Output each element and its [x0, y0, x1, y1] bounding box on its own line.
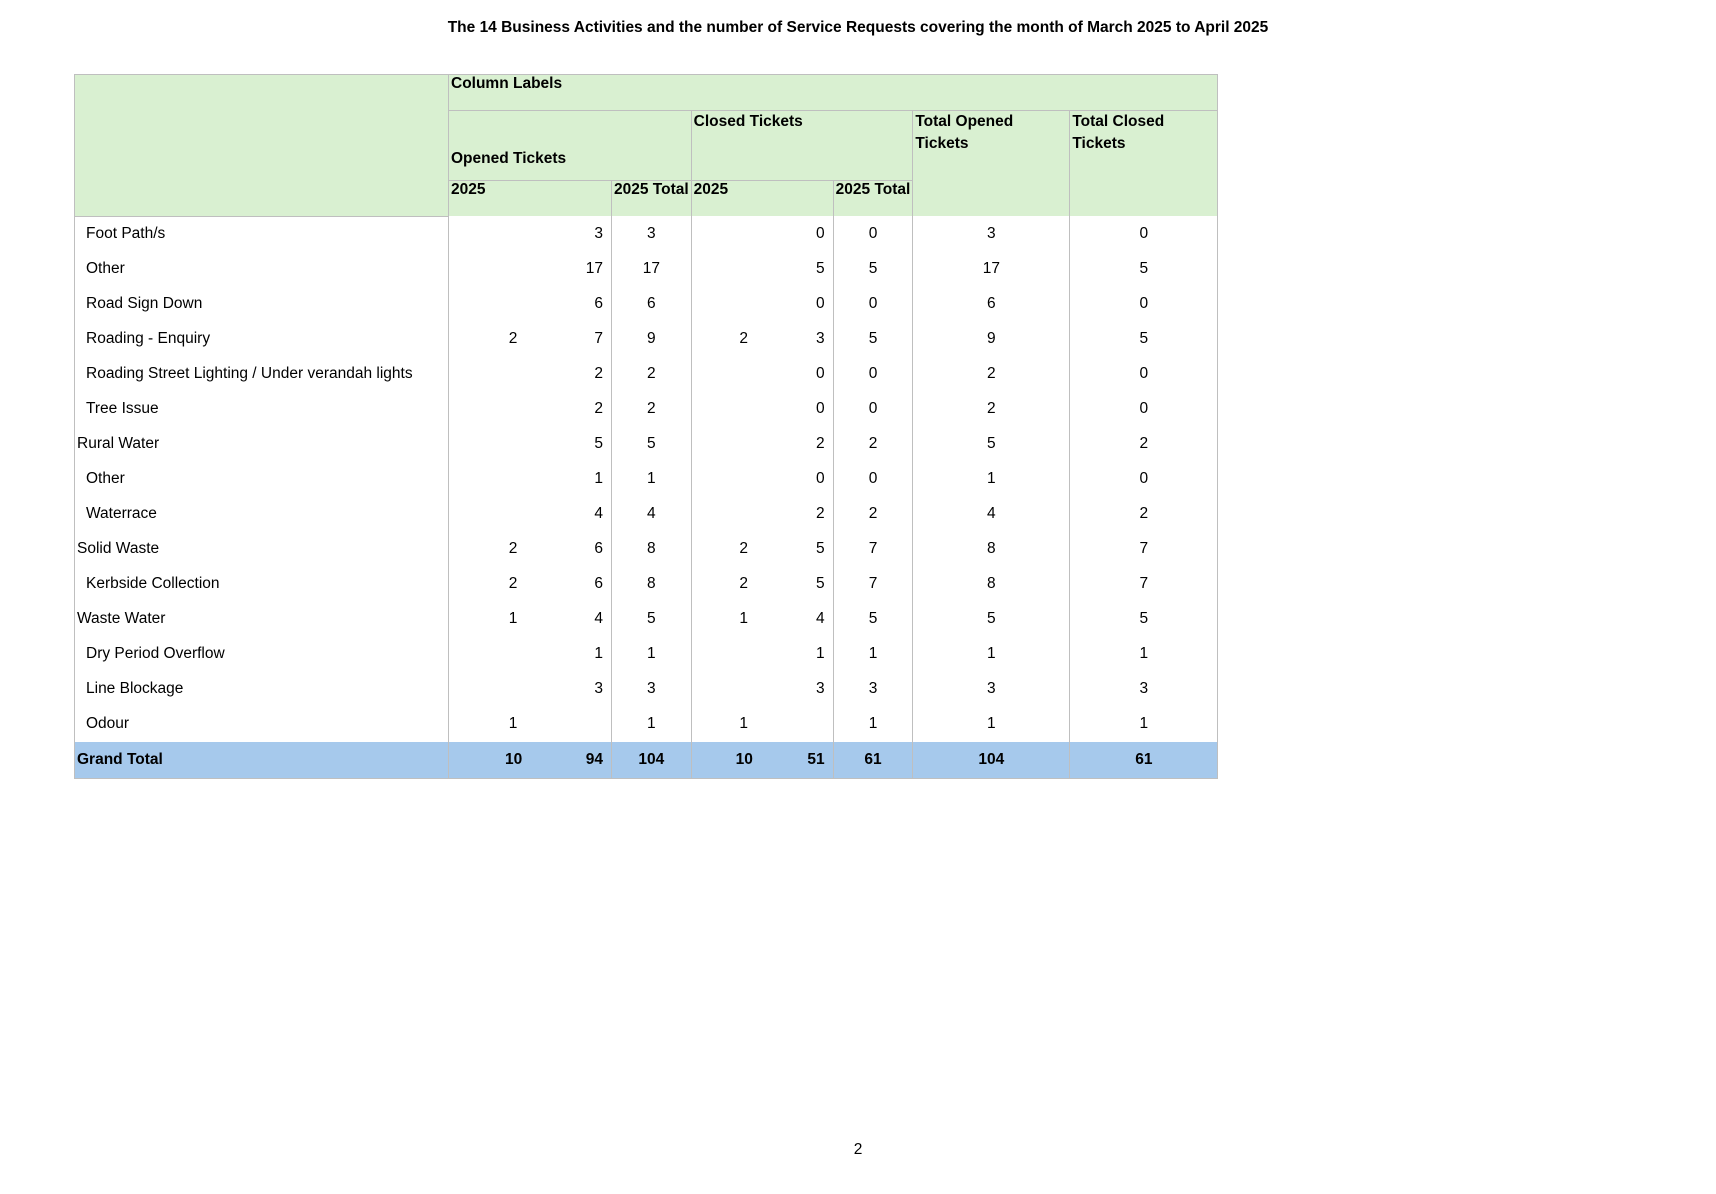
opened-cell: [449, 567, 612, 602]
grand-total-opened-total: 104: [612, 742, 692, 779]
closed-year-total-header: 2025 Total: [833, 181, 913, 217]
opened-cell-part1: 1: [508, 715, 518, 732]
closed-total-cell: 0: [833, 287, 913, 322]
closed-cell: [691, 216, 833, 252]
closed-cell: [691, 497, 833, 532]
opened-cell: [449, 287, 612, 322]
closed-cell-part1: [736, 505, 752, 523]
closed-cell-part2: 5: [816, 540, 825, 557]
closed-total-cell: 7: [833, 567, 913, 602]
closed-year-header: 2025: [691, 181, 833, 217]
closed-cell-part2: 0: [816, 365, 825, 382]
opened-cell: [449, 637, 612, 672]
row-labels-header: [75, 75, 449, 217]
closed-cell-part2: 0: [816, 295, 825, 312]
opened-cell-part2: 3: [594, 680, 603, 697]
total-opened-cell: 3: [913, 672, 1070, 707]
closed-cell: [691, 602, 833, 637]
page-number: 2: [853, 1141, 863, 1158]
opened-total-cell: 2: [612, 357, 692, 392]
closed-total-cell: 5: [833, 252, 913, 287]
table-row: [75, 532, 1218, 567]
closed-cell-part1: [736, 400, 752, 418]
total-closed-header: Total Closed Tickets: [1070, 111, 1218, 217]
closed-cell: [691, 532, 833, 567]
table-row: [75, 672, 1218, 707]
total-opened-cell: 4: [913, 497, 1070, 532]
opened-total-cell: 8: [612, 567, 692, 602]
closed-cell-part1: [736, 225, 752, 243]
opened-cell-part1: 2: [508, 330, 518, 347]
total-opened-cell: 8: [913, 532, 1070, 567]
opened-cell: [449, 532, 612, 567]
table-row: [75, 637, 1218, 672]
total-closed-cell: 0: [1070, 357, 1218, 392]
opened-cell-part1: [505, 225, 521, 243]
opened-cell-part1: [505, 365, 521, 383]
closed-cell: [691, 672, 833, 707]
total-closed-cell: 7: [1070, 532, 1218, 567]
total-opened-header: Total Opened Tickets: [913, 111, 1070, 217]
row-label: Odour: [75, 707, 449, 742]
closed-total-cell: 1: [833, 637, 913, 672]
total-closed-cell: 2: [1070, 497, 1218, 532]
opened-cell-part1: 1: [508, 610, 518, 627]
opened-cell-part1: [505, 645, 521, 663]
opened-cell: [449, 252, 612, 287]
opened-cell-part2: 2: [594, 365, 603, 382]
opened-cell: [449, 602, 612, 637]
opened-cell-part2: 4: [594, 610, 603, 627]
row-label: Tree Issue: [75, 392, 449, 427]
total-opened-cell: 8: [913, 567, 1070, 602]
total-closed-cell: 5: [1070, 322, 1218, 357]
opened-total-cell: 8: [612, 532, 692, 567]
table-row: [75, 497, 1218, 532]
opened-tickets-header: Opened Tickets: [449, 111, 692, 181]
opened-total-cell: 3: [612, 216, 692, 252]
closed-cell-part2: 2: [816, 435, 825, 452]
table-row: [75, 707, 1218, 742]
opened-total-cell: 5: [612, 602, 692, 637]
total-closed-cell: 5: [1070, 602, 1218, 637]
opened-cell-part2: 6: [594, 575, 603, 592]
opened-total-cell: 6: [612, 287, 692, 322]
opened-cell-part1: [505, 505, 521, 523]
closed-cell: [691, 637, 833, 672]
total-opened-cell: 5: [913, 427, 1070, 462]
closed-cell: [691, 392, 833, 427]
closed-cell-part1: 1: [739, 610, 748, 627]
total-opened-cell: 3: [913, 216, 1070, 252]
row-label: Rural Water: [75, 427, 449, 462]
row-label: Line Blockage: [75, 672, 449, 707]
total-opened-cell: 2: [913, 392, 1070, 427]
table-row: [75, 252, 1218, 287]
opened-cell: [449, 462, 612, 497]
opened-cell: [449, 322, 612, 357]
closed-cell-part1: [736, 295, 752, 313]
row-label: Solid Waste: [75, 532, 449, 567]
closed-cell-part2: 3: [816, 680, 825, 697]
opened-cell-part1: [505, 680, 521, 698]
opened-total-cell: 4: [612, 497, 692, 532]
table-row: [75, 357, 1218, 392]
opened-cell-part2: 1: [594, 470, 603, 487]
row-label: Foot Path/s: [75, 216, 449, 252]
total-opened-cell: 2: [913, 357, 1070, 392]
opened-cell-part2: 1: [594, 645, 603, 662]
row-label: Dry Period Overflow: [75, 637, 449, 672]
closed-cell-part2: 5: [816, 260, 825, 277]
closed-cell-part2: 1: [816, 645, 825, 662]
grand-total-closed-total: 61: [833, 742, 913, 779]
opened-total-cell: 1: [612, 637, 692, 672]
closed-cell-part2: 4: [816, 610, 825, 627]
opened-cell: [449, 216, 612, 252]
opened-total-cell: 2: [612, 392, 692, 427]
closed-cell-part1: [736, 365, 752, 383]
opened-cell-part1: [505, 295, 521, 313]
closed-total-cell: 2: [833, 497, 913, 532]
closed-cell-part1: [736, 645, 752, 663]
opened-cell-part1: [505, 435, 521, 453]
closed-cell: [691, 357, 833, 392]
closed-cell-part2: 2: [816, 505, 825, 522]
closed-cell: [691, 252, 833, 287]
grand-total-closed-cell: [691, 742, 833, 779]
opened-cell-part2: 6: [594, 540, 603, 557]
table-row: [75, 392, 1218, 427]
table-row: [75, 427, 1218, 462]
opened-cell-part1: [505, 400, 521, 418]
table-row: [75, 602, 1218, 637]
closed-cell: [691, 707, 833, 742]
closed-cell-part2: 0: [816, 470, 825, 487]
table-row: [75, 216, 1218, 252]
row-label: Waste Water: [75, 602, 449, 637]
total-closed-cell: 0: [1070, 392, 1218, 427]
grand-total-closed-part1: 10: [735, 750, 753, 768]
grand-total-opened-part2: 94: [585, 750, 603, 768]
opened-cell-part1: 2: [508, 575, 518, 592]
total-opened-cell: 1: [913, 707, 1070, 742]
closed-cell: [691, 427, 833, 462]
opened-total-cell: 1: [612, 462, 692, 497]
total-closed-cell: 1: [1070, 707, 1218, 742]
opened-cell-part2: [587, 715, 603, 733]
opened-cell: [449, 427, 612, 462]
opened-year-total-header: 2025 Total: [612, 181, 692, 217]
closed-cell: [691, 322, 833, 357]
opened-total-cell: 1: [612, 707, 692, 742]
row-label: Waterrace: [75, 497, 449, 532]
closed-cell: [691, 567, 833, 602]
opened-total-cell: 9: [612, 322, 692, 357]
closed-tickets-header: Closed Tickets: [691, 111, 913, 181]
opened-total-cell: 3: [612, 672, 692, 707]
opened-cell-part2: 4: [594, 505, 603, 522]
closed-total-cell: 3: [833, 672, 913, 707]
closed-total-cell: 7: [833, 532, 913, 567]
opened-total-cell: 17: [612, 252, 692, 287]
grand-total-total-opened: 104: [913, 742, 1070, 779]
opened-cell-part2: 2: [594, 400, 603, 417]
opened-cell: [449, 497, 612, 532]
closed-total-cell: 0: [833, 462, 913, 497]
pivot-table: [74, 74, 1218, 779]
closed-cell-part1: [736, 470, 752, 488]
row-label: Road Sign Down: [75, 287, 449, 322]
closed-total-cell: 1: [833, 707, 913, 742]
grand-total-opened-cell: [449, 742, 612, 779]
opened-cell-part1: 2: [508, 540, 518, 557]
closed-cell-part2: 0: [816, 400, 825, 417]
closed-cell-part2: 5: [816, 575, 825, 592]
total-opened-cell: 9: [913, 322, 1070, 357]
row-label: Roading - Enquiry: [75, 322, 449, 357]
total-opened-cell: 1: [913, 637, 1070, 672]
total-closed-cell: 7: [1070, 567, 1218, 602]
row-label: Other: [75, 252, 449, 287]
column-labels-header: Column Labels: [449, 75, 1218, 111]
opened-cell: [449, 392, 612, 427]
closed-cell-part1: [736, 260, 752, 278]
total-opened-cell: 1: [913, 462, 1070, 497]
closed-total-cell: 0: [833, 357, 913, 392]
closed-total-cell: 0: [833, 392, 913, 427]
closed-cell: [691, 462, 833, 497]
opened-cell-part2: 7: [594, 330, 603, 347]
opened-cell-part2: 6: [594, 295, 603, 312]
total-closed-cell: 2: [1070, 427, 1218, 462]
grand-total-label: Grand Total: [75, 742, 449, 779]
total-opened-cell: 5: [913, 602, 1070, 637]
opened-cell: [449, 357, 612, 392]
opened-cell-part2: 5: [594, 435, 603, 452]
total-closed-cell: 3: [1070, 672, 1218, 707]
closed-cell-part2: 3: [816, 330, 825, 347]
total-closed-cell: 5: [1070, 252, 1218, 287]
total-closed-cell: 0: [1070, 216, 1218, 252]
grand-total-row: [75, 742, 1218, 779]
closed-cell-part2: [809, 715, 825, 733]
opened-cell: [449, 707, 612, 742]
closed-cell-part1: 1: [739, 715, 748, 732]
closed-cell-part1: [736, 435, 752, 453]
report-title: The 14 Business Activities and the number of Service Requests covering the month of March 2025 to April 2025: [447, 19, 1269, 36]
total-closed-cell: 0: [1070, 462, 1218, 497]
closed-total-cell: 5: [833, 322, 913, 357]
closed-total-cell: 0: [833, 216, 913, 252]
opened-year-header: 2025: [449, 181, 612, 217]
grand-total-closed-part2: 51: [807, 750, 825, 768]
table-row: [75, 462, 1218, 497]
closed-cell-part1: [736, 680, 752, 698]
closed-cell-part1: 2: [739, 330, 748, 347]
row-label: Kerbside Collection: [75, 567, 449, 602]
opened-cell-part1: [505, 470, 521, 488]
opened-cell-part2: 3: [594, 224, 603, 242]
closed-cell-part1: 2: [739, 540, 748, 557]
row-label: Roading Street Lighting / Under verandah lights: [75, 357, 449, 392]
row-label: Other: [75, 462, 449, 497]
closed-cell-part2: 0: [816, 224, 825, 242]
total-opened-cell: 6: [913, 287, 1070, 322]
table-row: [75, 287, 1218, 322]
opened-cell-part2: 17: [585, 260, 603, 277]
table-row: [75, 322, 1218, 357]
total-opened-cell: 17: [913, 252, 1070, 287]
closed-total-cell: 5: [833, 602, 913, 637]
grand-total-opened-part1: 10: [505, 750, 523, 768]
closed-cell-part1: 2: [739, 575, 748, 592]
closed-cell: [691, 287, 833, 322]
closed-total-cell: 2: [833, 427, 913, 462]
total-closed-cell: 1: [1070, 637, 1218, 672]
opened-cell: [449, 672, 612, 707]
total-closed-cell: 0: [1070, 287, 1218, 322]
opened-total-cell: 5: [612, 427, 692, 462]
table-row: [75, 567, 1218, 602]
opened-cell-part1: [505, 260, 521, 278]
grand-total-total-closed: 61: [1070, 742, 1218, 779]
